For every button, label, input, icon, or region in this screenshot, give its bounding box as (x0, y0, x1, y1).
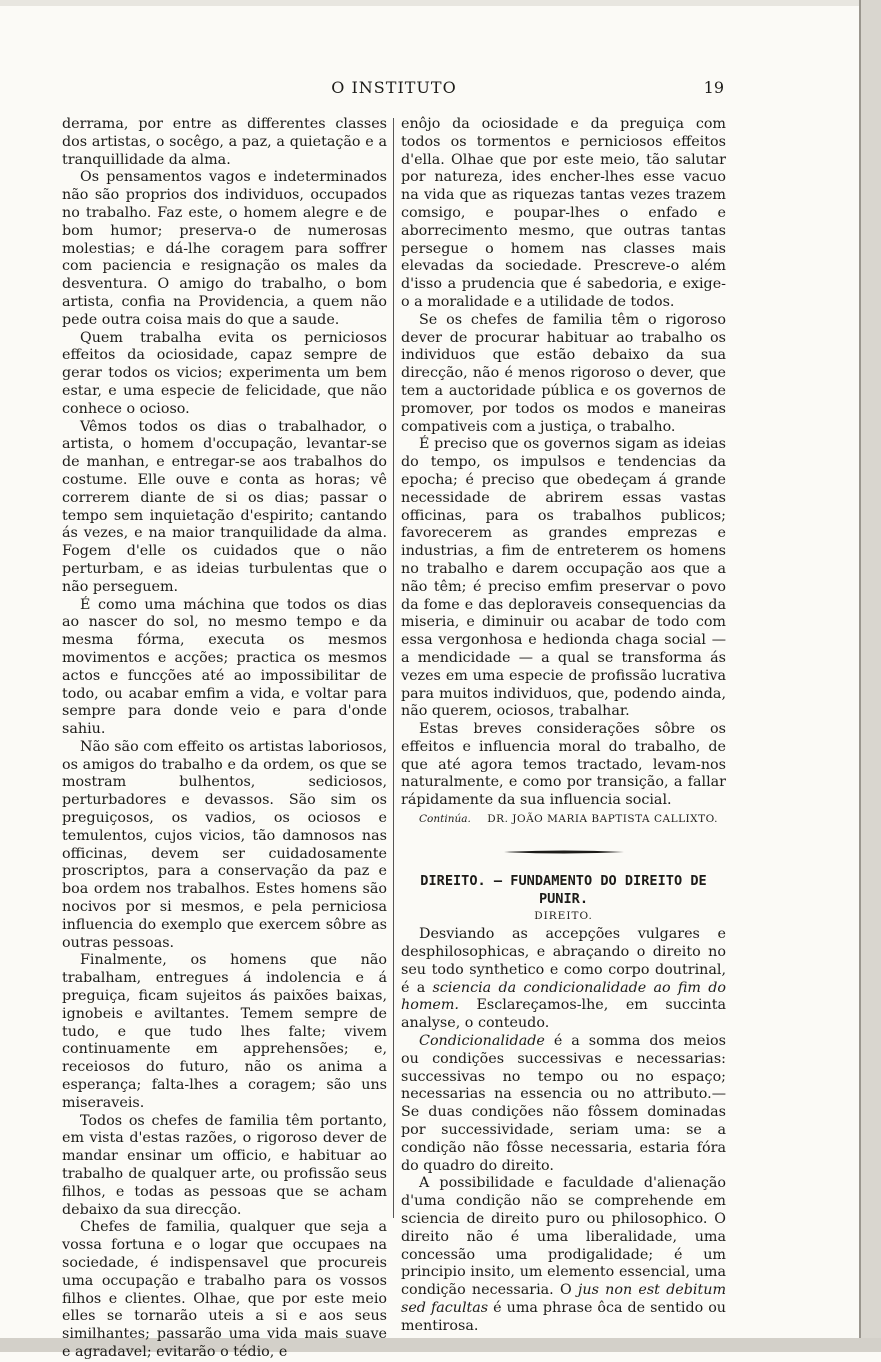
paragraph: Vêmos todos os dias o trabalhador, o artista, o homem d'occupação, levantar-se de manhan, e entregar-se aos trabalhos do costume. Elle ouve e conta as horas; vê correrem diante de si os dias; passar o tempo sem inquietação d'espirito; cantando ás vezes, e na maior tranquilidade da alma. Fogem d'elle os cuidados que o não perturbam, e as ideias turbulentas que o não perseguem. (62, 418, 387, 595)
paragraph: Se os chefes de familia têm o rigoroso dever de procurar habituar ao trabalho os individuos que estão debaixo da sua direcção, não é menos rigoroso o dever, que tem a auctoridade pública e os governos de promover, por todos os modos e maneiras compativeis com a justiça, o trabalho. (401, 311, 726, 435)
page-number: 19 (703, 78, 724, 97)
column-divider (393, 118, 394, 1218)
paragraph: Todos os chefes de familia têm portanto, em vista d'estas razões, o rigoroso dever de mandar ensinar um officio, e habituar ao trabalho de qualquer arte, ou profissão seus filhos, e todas as pessoas que se acham debaixo da sua direcção. (62, 1112, 387, 1218)
paragraph (401, 926, 726, 1033)
paragraph: É como uma máchina que todos os dias ao nascer do sol, no mesmo tempo e da mesma fórma, executa os mesmos movimentos e acções; practica os mesmos actos e funcções até ao impossibilitar de todo, ou acabar emfim a vida, e voltar para sempre para donde veio e para d'onde sahiu. (62, 596, 387, 738)
paragraph: É preciso que os governos sigam as ideias do tempo, os impulsos e tendencias da epocha; é preciso que obedeçam á grande necessidade de abrirem essas vastas officinas, para os trabalhos publicos; favorecerem as grandes emprezas e industrias, a fim de entreterem os homens no trabalho e darem occupação aos que a não têm; é preciso emfim preservar o povo da fome e das deploraveis consequencias da miseria, e diminuir ou acabar de todo com essa vergonhosa e hedionda chaga social — a mendicidade — a qual se transforma ás vezes em uma especie de profissão lucrativa para muitos individuos, que, podendo ainda, não querem, ociosos, trabalhar. (401, 436, 726, 720)
paragraph-text: Esclareçamos-lhe, em succinta analyse, o conteudo. (401, 997, 726, 1032)
section-heading: DIREITO. — FUNDAMENTO DO DIREITO DE PUNIR. (420, 872, 707, 907)
article-signature (401, 811, 726, 829)
paragraph-text: Desviando as accepções vulgares e desphilosophicas, e abraçando o direito no seu todo synthetico e como corpo doutrinal, é a (401, 926, 726, 996)
page-header (64, 78, 724, 102)
continua-note: Continúa. (419, 813, 471, 826)
paragraph: Quem trabalha evita os perniciosos effeitos da ociosidade, capaz sempre de gerar todos os vicios; experimenta um bem estar, e uma especie de felicidade, que não conhece o ocioso. (62, 329, 387, 417)
paragraph-text: A possibilidade e faculdade d'alienação d'uma condição não se comprehende em sciencia de direito puro ou philosophico. O direito não é uma liberalidade, uma concessão uma prodigalidade; é um principio insito, um elemento essencial, uma condição necessaria. O (401, 1175, 726, 1299)
paragraph (401, 1033, 726, 1175)
paragraph-text: é uma phrase ôca de sentido ou mentirosa. (401, 1300, 727, 1334)
left-column (62, 116, 387, 1362)
paragraph: Não são com effeito os artistas laboriosos, os amigos do trabalho e da ordem, os que se mostram bulhentos, sediciosos, perturbadores e devassos. São sim os preguiçosos, os vadios, os ociosos e temulentos, cujos vicios, tão damnosos nas officinas, devem ser cuidadosamente proscriptos, para a conservação da paz e boa ordem nos trabalhos. Estes homens são nocivos por si mesmos, e pela perniciosa influencia do exemplo que exercem sôbre as outras pessoas. (62, 738, 387, 951)
running-title: O INSTITUTO (331, 78, 457, 97)
page-right-edge (859, 0, 881, 1352)
paragraph: Estas breves considerações sôbre os effeitos e influencia moral do trabalho, de que até agora temos tractado, levam-nos naturalmente, e como por transição, a fallar rápidamente da sua influencia social. (401, 721, 726, 809)
right-column (401, 116, 726, 1336)
paragraph (401, 1175, 726, 1335)
paragraph: derrama, por entre as differentes classes dos artistas, o socêgo, a paz, a quietação e a tranquillidade da alma. (62, 116, 387, 168)
section-subheading: DIREITO. (534, 910, 593, 923)
latin-phrase: jus non est debitum sed facultas (401, 1282, 727, 1316)
page-binding-line (859, 0, 861, 1352)
italic-term: Condicionalidade (419, 1033, 545, 1050)
paragraph-text: é a somma dos meios ou condições successivas e necessarias: successivas no tempo ou no espaço; necessarias na essencia ou no attributo.— Se duas condições não fôssem dominadas por successividade, seriam uma: se a condição não fôsse necessaria, estaria fóra do quadro do direito. (401, 1033, 726, 1174)
italic-phrase: sciencia da condicionalidade ao fim do homem. (401, 979, 726, 1014)
ornamental-rule (504, 849, 624, 855)
paragraph: enôjo da ociosidade e da preguiça com todos os tormentos e perniciosos effeitos d'ella. Olhae que por este meio, tão salutar por natureza, ides encher-lhes esse vacuo na vida que as riquezas tantas vezes trazem comsigo, e poupar-lhes o enfado e aborrecimento mesmo, que outras tantas persegue o homem nas classes mais elevadas da sociedade. Prescreve-o além d'isso a prudencia que é sabedoria, e exige-o a moralidade e a utilidade de todos. (401, 116, 726, 310)
author-name: DR. JOÃO MARIA BAPTISTA CALLIXTO. (487, 813, 718, 826)
page-top-edge (0, 0, 881, 6)
paragraph: Os pensamentos vagos e indeterminados não são proprios dos individuos, occupados no trabalho. Faz este, o homem alegre e de bom humor; preserva-o de numerosas molestias; e dá-lhe coragem para soffrer com paciencia e resignação os males da desventura. O amigo do trabalho, o bom artista, confia na Providencia, a quem não pede outra coisa mais do que a saude. (62, 169, 387, 328)
paragraph: Finalmente, os homens que não trabalham, entregues á indolencia e á preguiça, ficam sujeitos ás paixões baixas, ignobeis e aviltantes. Temem sempre de tudo, e que tudo lhes falte; vivem continuamente em apprehensões; e, receiosos do futuro, não os anima a esperança; falta-lhes a coragem; são uns miseraveis. (62, 952, 387, 1111)
paragraph: Chefes de familia, qualquer que seja a vossa fortuna e o logar que occupaes na sociedade, é indispensavel que procureis uma occupação e trabalho para os vossos filhos e clientes. Olhae, que por este meio elles se tornarão uteis a si e aos seus similhantes; passarão uma vida mais suave e agradavel; evitarão o tédio, e (62, 1219, 387, 1360)
